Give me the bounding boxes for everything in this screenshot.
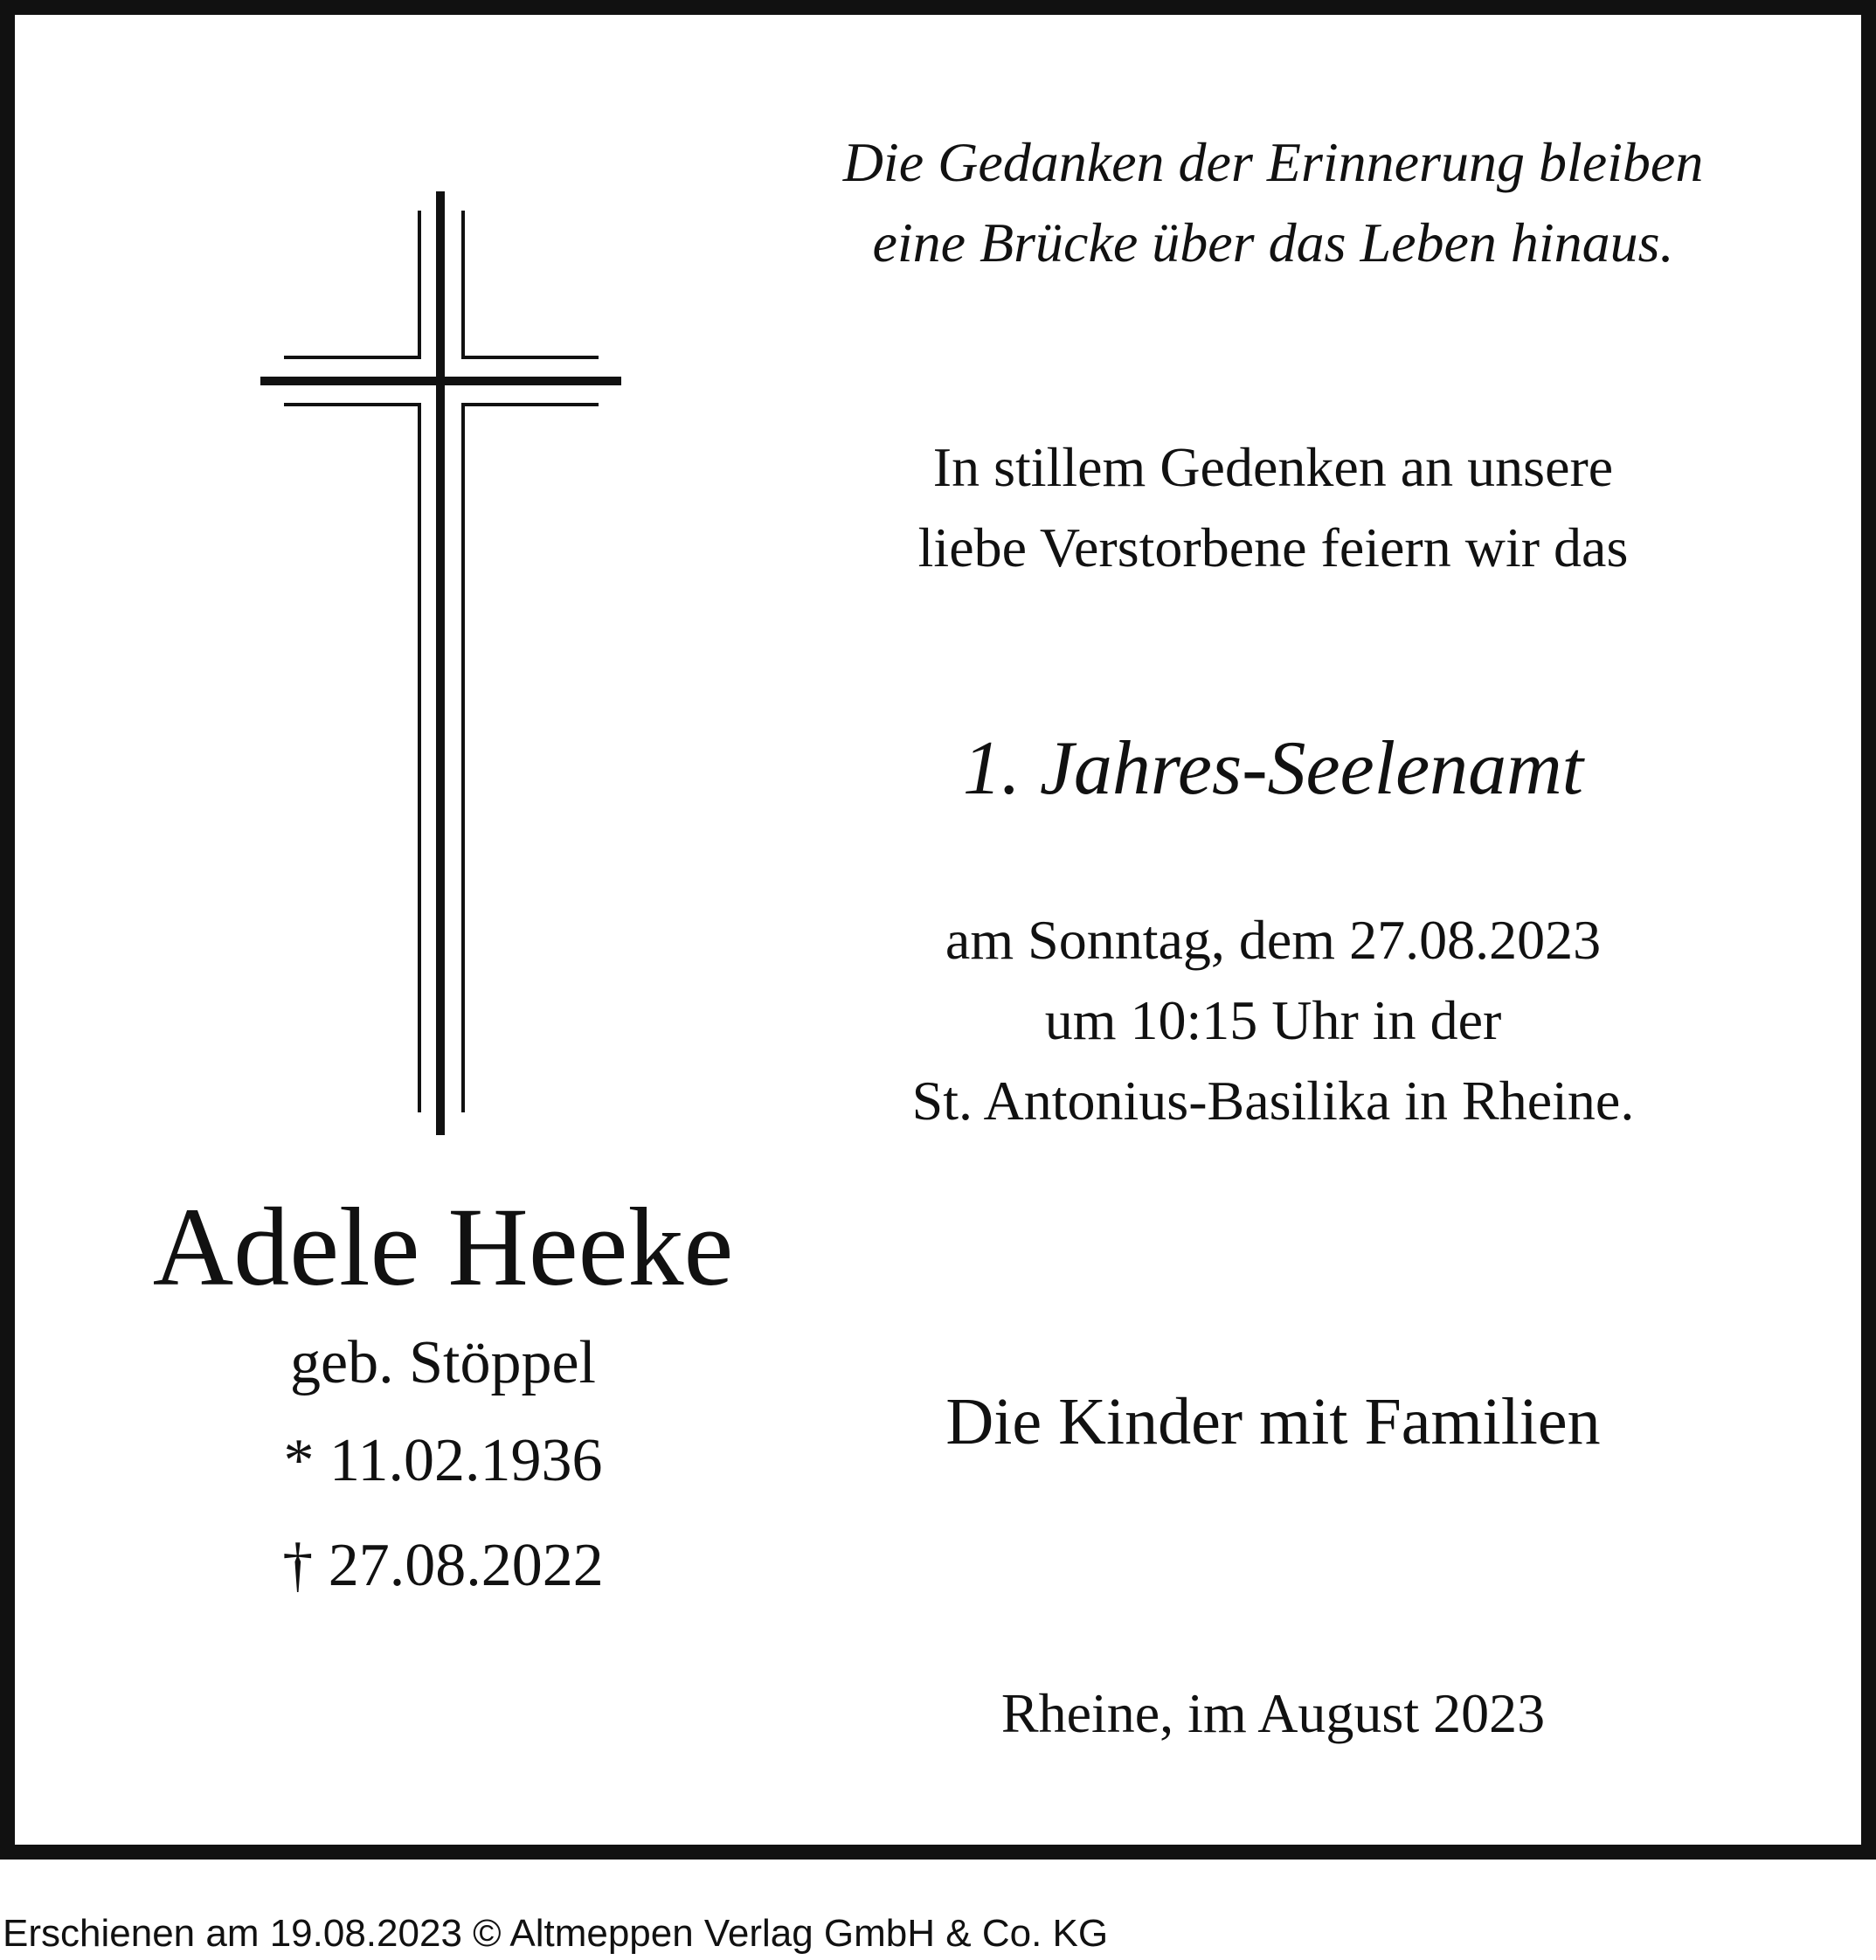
cross-icon — [255, 191, 626, 1135]
quote-line: Die Gedanken der Erinnerung bleiben — [842, 131, 1704, 193]
maiden-name: geb. Stöppel — [290, 1329, 596, 1396]
event-title: 1. Jahres-Seelenamt — [962, 726, 1584, 811]
birth-date: * 11.02.1936 — [283, 1427, 603, 1494]
details-line: am Sonntag, dem 27.08.2023 — [945, 909, 1602, 971]
intro-line: liebe Verstorbene feiern wir das — [917, 516, 1629, 578]
deceased-name: Adele Heeke — [152, 1185, 734, 1309]
publication-credit: Erschienen am 19.08.2023 © Altmeppen Verlag GmbH & Co. KG — [3, 1912, 1109, 1955]
intro-text — [775, 427, 1771, 588]
details-line: St. Antonius-Basilika in Rheine. — [911, 1070, 1635, 1132]
event-details — [775, 900, 1771, 1141]
intro-line: In stillem Gedenken an unsere — [932, 436, 1614, 498]
death-date: † 27.08.2022 — [282, 1532, 604, 1599]
signers: Die Kinder mit Familien — [945, 1385, 1601, 1458]
quote-line: eine Brücke über das Leben hinaus. — [872, 211, 1674, 274]
memorial-quote — [775, 122, 1771, 283]
details-line: um 10:15 Uhr in der — [1044, 989, 1502, 1051]
place-date: Rheine, im August 2023 — [1000, 1682, 1546, 1744]
